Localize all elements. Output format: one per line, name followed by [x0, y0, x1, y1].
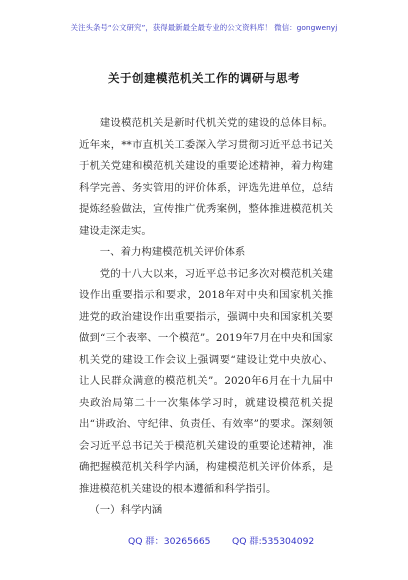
intro-paragraph: 建设模范机关是新时代机关党的建设的总体目标。近年来，**市直机关工委深入学习贯彻习近平总书记关于机关党建和模范机关建设的重要论述精神，着力构建科学完善、务实管用的评价体系，评选先进单位，总结提炼经验做法，宣传推广优秀案例，整体推进模范机关建设走深走实。 — [79, 117, 333, 237]
subsection-heading: （一）科学内涵 — [89, 504, 163, 516]
document-body — [79, 113, 333, 522]
footer-qq-group-left: QQ 群：30265665 — [128, 536, 211, 547]
section-heading: 一、着力构建模范机关评价体系 — [99, 246, 246, 258]
body-paragraph: 党的十八大以来，习近平总书记多次对模范机关建设作出重要指示和要求，2018年对中央和国家机关推进党的政治建设作出重要指示，强调中央和国家机关要做到“三个表率、一个模范”。2019年7月在中央和国家机关党的建设工作会议上强调要“建设让党中央放心、让人民群众满意的模范机关”。2020年6月在十九届中央政治局第二十一次集体学习时，就建设模范机关提出“讲政治、守纪律、负责任、有效率”的要求。深刻领会习近平总书记关于模范机关建设的重要论述精神，准确把握模范机关科学内涵，构建模范机关评价体系，是推进模范机关建设的根本遵循和科学指引。 — [79, 267, 333, 495]
document-title: 关于创建模范机关工作的调研与思考 — [108, 71, 300, 85]
footer-qq-group-right: QQ 群:535304092 — [232, 536, 315, 547]
header-banner: 关注头条号“公文研究”，获得最新最全最专业的公文资料库！ 微信：gongwenyj — [70, 23, 338, 32]
